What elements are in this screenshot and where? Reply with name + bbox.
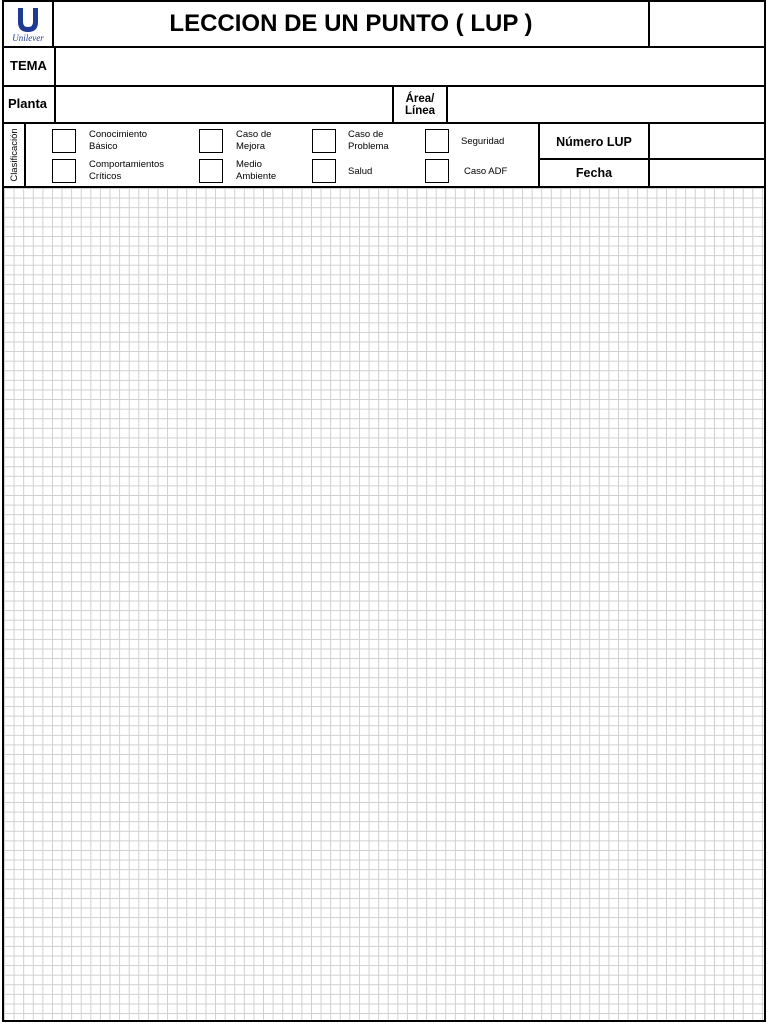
content-grid-area[interactable]	[4, 188, 764, 1020]
fecha-label: Fecha	[540, 160, 650, 186]
option-medio-ambiente: Medio Ambiente	[236, 159, 277, 182]
checkbox-caso-adf[interactable]	[425, 159, 449, 183]
planta-field[interactable]	[54, 87, 392, 122]
area-field[interactable]	[448, 87, 764, 122]
option-caso-de-mejora: Caso de Mejora	[236, 129, 272, 152]
checkbox-medio-ambiente[interactable]	[199, 159, 223, 183]
checkbox-comportamientos-criticos[interactable]	[52, 159, 76, 183]
header-right-cell	[650, 2, 764, 46]
planta-label: Planta	[8, 96, 48, 111]
tema-field[interactable]	[54, 48, 764, 85]
checkbox-conocimiento-basico[interactable]	[52, 129, 76, 153]
numero-lup-label: Número LUP	[540, 124, 650, 159]
option-seguridad: Seguridad	[461, 136, 505, 147]
option-conocimiento-basico: Conocimiento Básico	[89, 129, 148, 152]
checkbox-caso-de-mejora[interactable]	[199, 129, 223, 153]
numero-lup-field[interactable]	[652, 124, 764, 159]
option-caso-de-problema: Caso de Problema	[348, 129, 389, 152]
option-salud: Salud	[348, 166, 373, 177]
page-title: LECCION DE UN PUNTO ( LUP )	[54, 2, 650, 46]
area-label-line2: Línea	[404, 104, 436, 117]
logo	[4, 2, 54, 46]
checkbox-caso-de-problema[interactable]	[312, 129, 336, 153]
option-comportamientos-criticos: Comportamientos Críticos	[89, 159, 164, 182]
logo-wordmark: Unilever	[12, 32, 44, 43]
area-label-line1: Área/	[405, 92, 435, 105]
fecha-field[interactable]	[652, 160, 764, 186]
checkbox-salud[interactable]	[312, 159, 336, 183]
option-caso-adf: Caso ADF	[464, 166, 508, 177]
checkbox-seguridad[interactable]	[425, 129, 449, 153]
area-label	[392, 87, 448, 122]
tema-label: TEMA	[10, 58, 47, 73]
unilever-u-icon	[15, 6, 41, 34]
classification-side-label: Clasificación	[9, 128, 20, 182]
